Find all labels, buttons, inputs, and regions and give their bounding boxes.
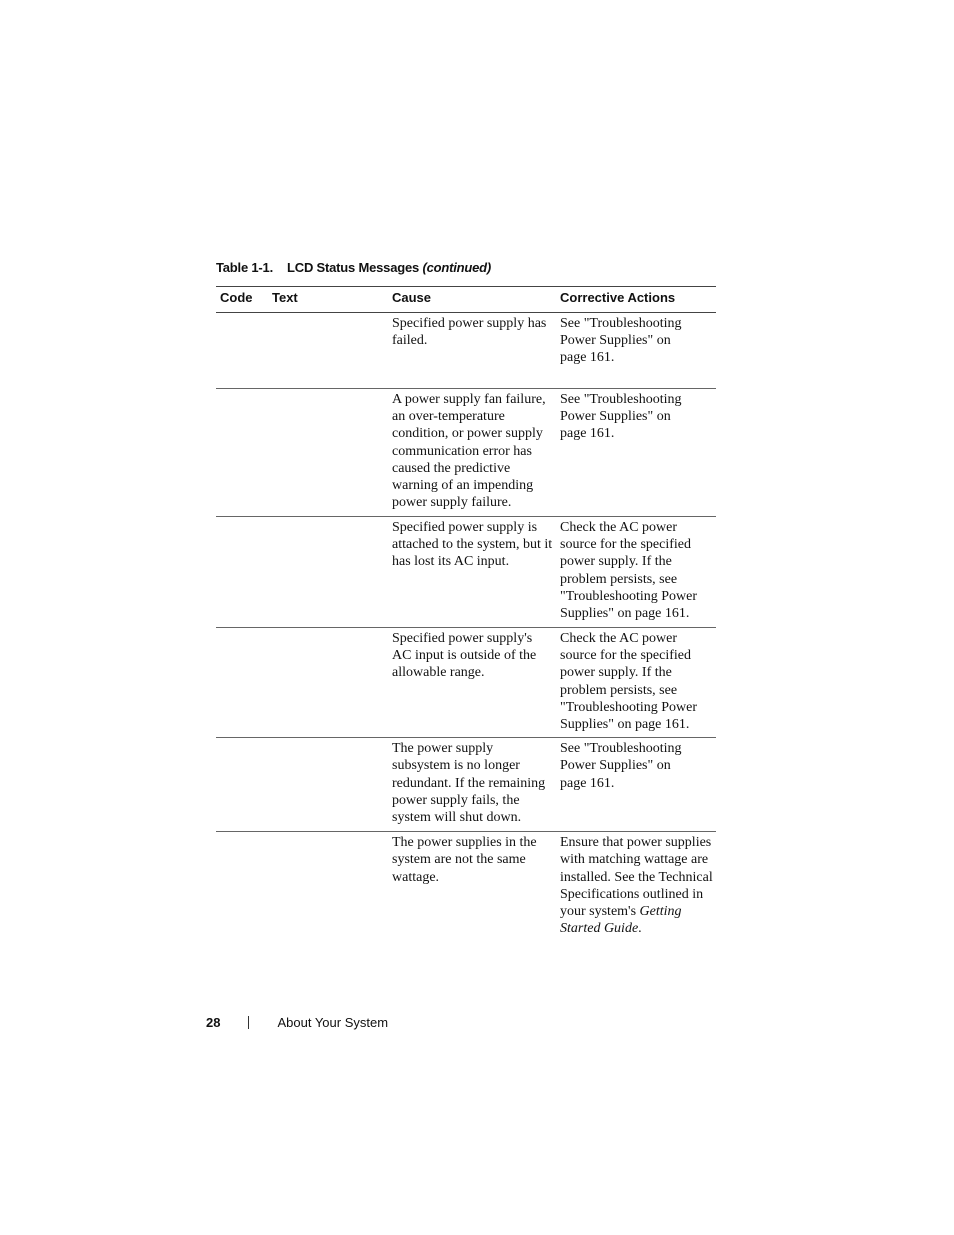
cell-text — [268, 832, 388, 960]
action-text: Ensure that power supplies with matching wattage are installed. See the Technical Specifications outlined in your system's — [560, 835, 713, 920]
cell-text — [268, 313, 388, 389]
cell-corrective-action: Check the AC power source for the specified power supply. If the problem persists, see "Troubleshooting Power Supplies" on page 161. — [556, 517, 716, 628]
cell-code — [216, 628, 268, 738]
action-period: . — [638, 921, 642, 937]
caption-title: LCD Status Messages — [287, 260, 420, 275]
header-text: Text — [268, 287, 388, 313]
table-row — [216, 628, 716, 738]
cell-cause: The power supply subsystem is no longer redundant. If the remaining power supply fails, the system will shut down. — [388, 738, 556, 832]
table-row — [216, 517, 716, 628]
cell-cause: Specified power supply has failed. — [388, 313, 556, 389]
guide-title: Getting Started Guide — [560, 904, 682, 937]
header-corrective-actions: Corrective Actions — [556, 287, 716, 313]
table-row — [216, 389, 716, 517]
cell-code — [216, 313, 268, 389]
cell-cause: The power supplies in the system are not the same wattage. — [392, 835, 537, 885]
cell-code — [216, 517, 268, 628]
lcd-status-messages-table — [216, 286, 716, 960]
table-row — [216, 832, 716, 960]
table-caption — [216, 260, 491, 275]
cell-corrective-action: Check the AC power source for the specified power supply. If the problem persists, see "Troubleshooting Power Supplies" on page 161. — [556, 628, 716, 738]
caption-continued: (continued) — [422, 260, 492, 275]
action-line: Power Supplies" on — [560, 758, 671, 774]
cell-text — [268, 628, 388, 738]
table-row — [216, 738, 716, 832]
table-row — [216, 313, 716, 389]
cell-code — [216, 389, 268, 517]
cell-corrective-action — [556, 832, 716, 960]
table-header-row — [216, 287, 716, 313]
action-line: Power Supplies" on — [560, 333, 671, 349]
section-title: About Your System — [277, 1015, 389, 1030]
action-line: See "Troubleshooting — [560, 392, 682, 407]
action-line: page 161. — [560, 350, 615, 366]
cell-text — [268, 738, 388, 832]
cell-text — [268, 517, 388, 628]
action-line: page 161. — [560, 426, 615, 442]
footer-divider — [248, 1016, 249, 1029]
cell-corrective-action — [556, 389, 716, 517]
action-line: Power Supplies" on — [560, 409, 671, 425]
page-number: 28 — [206, 1015, 221, 1030]
cell-cause: A power supply fan failure, an over-temperature condition, or power supply communication error has caused the predictive warning of an impending power supply failure. — [388, 389, 556, 517]
action-line: See "Troubleshooting — [560, 316, 682, 331]
header-cause: Cause — [388, 287, 556, 313]
cell-text — [268, 389, 388, 517]
cell-cause: Specified power supply is attached to the system, but it has lost its AC input. — [388, 517, 556, 628]
cell-code — [216, 738, 268, 832]
header-code: Code — [216, 287, 268, 313]
cell-corrective-action — [556, 313, 716, 389]
cell-code — [216, 832, 268, 960]
page-footer — [206, 1015, 388, 1030]
action-line: See "Troubleshooting — [560, 741, 682, 757]
cell-cause: Specified power supply's AC input is outside of the allowable range. — [388, 628, 556, 738]
action-line: page 161. — [560, 775, 615, 791]
cell-corrective-action — [556, 738, 716, 832]
caption-label: Table 1-1. — [216, 260, 274, 275]
